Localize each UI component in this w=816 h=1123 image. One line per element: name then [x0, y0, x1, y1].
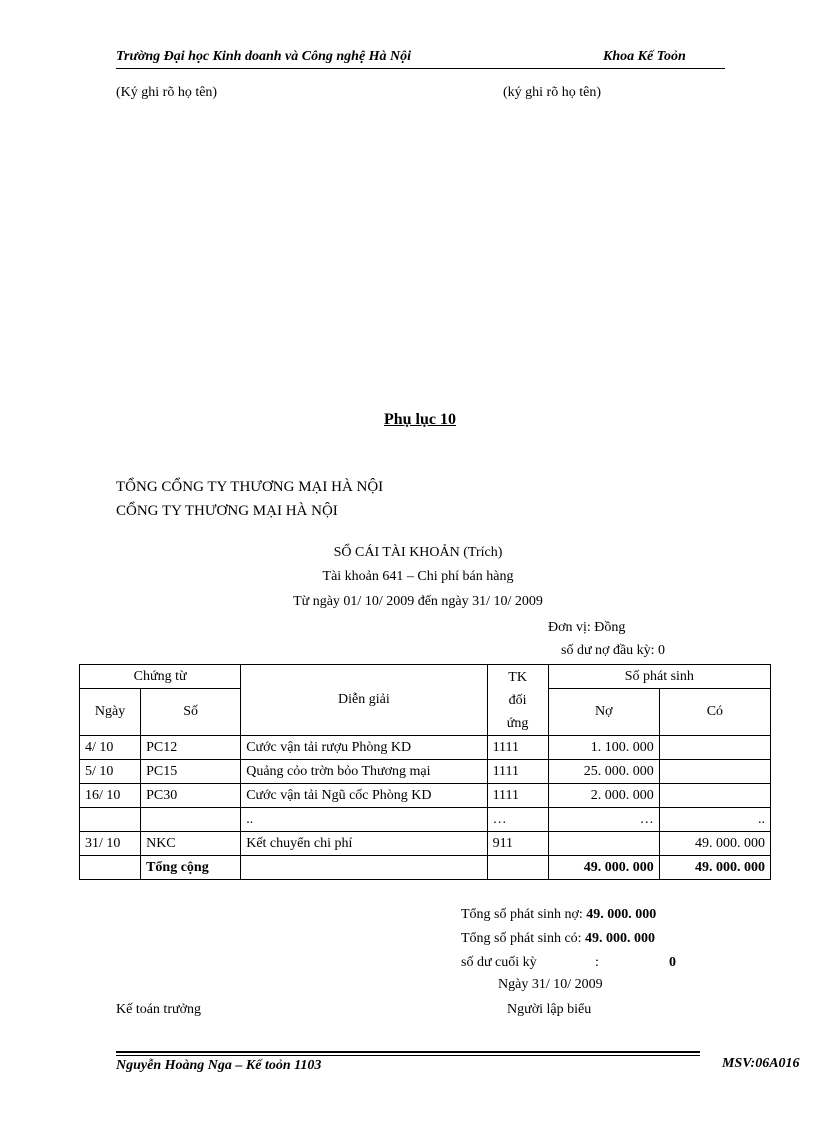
cell-date: 5/ 10	[80, 760, 141, 784]
summary-date: Ngày 31/ 10/ 2009	[498, 977, 603, 992]
cell-date: 31/ 10	[80, 832, 141, 856]
cell-debit	[548, 832, 659, 856]
cell-number: PC30	[141, 784, 241, 808]
col-voucher: Chứng từ	[80, 665, 241, 689]
total-credit: 49. 000. 000	[659, 856, 770, 880]
total-blank	[80, 856, 141, 880]
cell-credit: ..	[659, 808, 770, 832]
cell-account: 911	[487, 832, 548, 856]
cell-credit	[659, 784, 770, 808]
cell-date: 4/ 10	[80, 736, 141, 760]
header-school: Trường Đại học Kinh doanh và Công nghệ Hà Nội	[116, 49, 412, 64]
summary-total-credit-value: 49. 000. 000	[585, 931, 656, 946]
summary-closing-colon: :	[595, 955, 599, 970]
cell-description: Cước vận tải Ngũ cốc Phòng KD	[241, 784, 487, 808]
summary-total-debit-value: 49. 000. 000	[586, 907, 657, 922]
summary-total-credit	[461, 931, 655, 947]
cell-account: 1111	[487, 760, 548, 784]
col-contra-account	[487, 665, 548, 736]
appendix-title: Phụ lục 10	[383, 411, 456, 428]
col-description: Diễn giải	[241, 665, 487, 736]
ledger-period: Từ ngày 01/ 10/ 2009 đến ngày 31/ 10/ 2009	[293, 594, 543, 609]
ledger-unit: Đơn vị: Đồng	[548, 620, 626, 635]
col-debit: Nợ	[548, 689, 659, 736]
cell-debit: 25. 000. 000	[548, 760, 659, 784]
total-debit: 49. 000. 000	[548, 856, 659, 880]
header-faculty: Khoa Kế Toỏn	[603, 49, 686, 64]
cell-credit: 49. 000. 000	[659, 832, 770, 856]
cell-number: PC15	[141, 760, 241, 784]
col-account-line2: đối	[508, 692, 527, 708]
cell-debit: …	[548, 808, 659, 832]
cell-account: 1111	[487, 736, 548, 760]
col-date: Ngày	[80, 689, 141, 736]
summary-total-credit-label: Tổng số phát sinh có:	[461, 931, 582, 946]
cell-description: ..	[241, 808, 487, 832]
footer-author: Nguyễn Hoàng Nga – Kế toỏn 1103	[116, 1058, 322, 1073]
signature-chief-accountant: Kế toán trưởng	[116, 1002, 201, 1017]
col-number: Số	[141, 689, 241, 736]
summary-total-debit-label: Tổng số phát sinh nợ:	[461, 907, 583, 922]
table-row	[80, 784, 771, 808]
summary-closing-label: số dư cuối kỳ	[461, 955, 537, 970]
table-row	[80, 832, 771, 856]
header-rule	[116, 68, 725, 69]
ledger-account: Tài khoản 641 – Chi phí bán hàng	[322, 569, 514, 584]
cell-debit: 1. 100. 000	[548, 736, 659, 760]
table-header-row	[80, 665, 771, 689]
table-total-row	[80, 856, 771, 880]
ledger-opening-balance: số dư nợ đầu kỳ: 0	[561, 643, 666, 658]
company-parent: TỔNG CỔNG TY THƯƠNG MẠI HÀ NỘI	[116, 479, 384, 495]
company-name: CỔNG TY THƯƠNG MẠI HÀ NỘI	[116, 503, 338, 519]
footer-rule-top	[116, 1051, 700, 1053]
total-blank	[487, 856, 548, 880]
ledger-title: SỔ CÁI TÀI KHOẢN (Trích)	[333, 545, 503, 560]
col-account-line1: TK	[508, 669, 527, 685]
total-blank	[241, 856, 487, 880]
cell-credit	[659, 736, 770, 760]
cell-description: Kết chuyển chi phí	[241, 832, 487, 856]
cell-credit	[659, 760, 770, 784]
cell-debit: 2. 000. 000	[548, 784, 659, 808]
cell-number	[141, 808, 241, 832]
cell-number: PC12	[141, 736, 241, 760]
cell-description: Quảng cỏo trờn bỏo Thương mại	[241, 760, 487, 784]
total-label: Tổng cộng	[141, 856, 241, 880]
table-row	[80, 808, 771, 832]
cell-date: 16/ 10	[80, 784, 141, 808]
signature-note-left: (Ký ghi rõ họ tên)	[116, 85, 218, 100]
signature-preparer: Người lập biểu	[507, 1002, 592, 1017]
ledger-table	[79, 664, 771, 880]
summary-closing-value: 0	[669, 955, 676, 970]
cell-description: Cước vận tải rượu Phòng KD	[241, 736, 487, 760]
col-account-line3: ứng	[506, 715, 529, 731]
col-amount: Số phát sinh	[548, 665, 770, 689]
signature-note-right: (ký ghi rõ họ tên)	[503, 85, 601, 100]
footer-student-id: MSV:06A016	[722, 1056, 800, 1071]
cell-account: …	[487, 808, 548, 832]
table-row	[80, 760, 771, 784]
cell-account: 1111	[487, 784, 548, 808]
cell-date	[80, 808, 141, 832]
footer-rule-bottom	[116, 1055, 700, 1056]
col-credit: Có	[659, 689, 770, 736]
cell-number: NKC	[141, 832, 241, 856]
table-row	[80, 736, 771, 760]
summary-total-debit	[461, 907, 656, 923]
